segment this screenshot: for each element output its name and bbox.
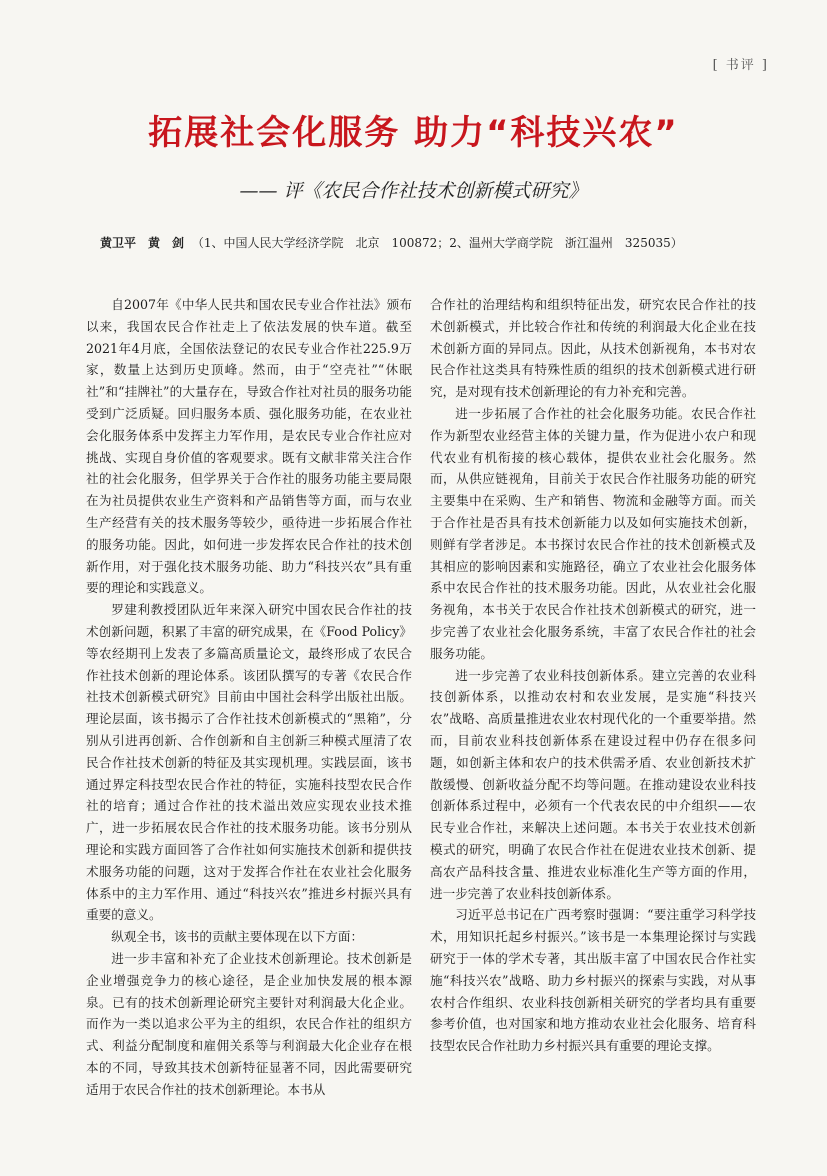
- article-subtitle: —— 评《农民合作社技术创新模式研究》: [239, 180, 588, 202]
- paragraph: 进一步完善了农业科技创新体系。建立完善的农业科技创新体系，以推动农村和农业发展，是实施“科技兴农”战略、高质量推进农业农村现代化的一个重要举措。然而，目前农业科技创新体系在建设过程中仍存在很多问题，如创新主体和农户的技术供需矛盾、农业创新技术扩散缓慢、创新收益分配不均等问题。在推动建设农业科技创新体系过程中，必须有一个代表农民的中介组织——农民专业合作社，来解决上述问题。本书关于农业技术创新模式的研究，明确了农民合作社在促进农业技术创新、提高农产品科技含量、推进农业标准化生产等方面的作用，进一步完善了农业科技创新体系。: [430, 667, 756, 901]
- paragraph: 进一步丰富和补充了企业技术创新理论。技术创新是企业增强竞争力的核心途径，是企业加快发展的根本源泉。已有的技术创新理论研究主要针对利润最大化企业。而作为一类以追求公平为主的组织，农民合作社的组织方式、利益分配制度和雇佣关系等与利润最大化企业存在根本的不同，导致其技术创新特征显著不同，因此需要研究适用于农民合作社的技术创新理论。本书从: [86, 950, 412, 1097]
- author-affiliation: （1、中国人民大学经济学院 北京 100872；2、温州大学商学院 浙江温州 325035）: [191, 236, 683, 250]
- right-column: [430, 294, 756, 1057]
- paragraph: 罗建利教授团队近年来深入研究中国农民合作社的技术创新问题，积累了丰富的研究成果，在《Food Policy》等农经期刊上发表了多篇高质量论文，最终形成了农民合作社技术创新的理论体系。该团队撰写的专著《农民合作社技术创新模式研究》目前由中国社会科学出版社出版。理论层面，该书揭示了合作社技术创新模式的“黑箱”，分别从引进再创新、合作创新和自主创新三种模式厘清了农民合作社技术创新的特征及其实现机理。实践层面，该书通过界定科技型农民合作社的特征，实施科技型农民合作社的培育；通过合作社的技术溢出效应实现农业技术推广，进一步拓展农民合作社的技术服务功能。该书分别从理论和实践方面回答了合作社如何实施技术创新和提供技术服务功能的问题，这对于发挥合作社在农业社会化服务体系中的主力军作用、通过“科技兴农”推进乡村振兴具有重要的意义。: [86, 602, 412, 923]
- author-line: [100, 234, 767, 251]
- paragraph: 习近平总书记在广西考察时强调：“要注重学习科学技术，用知识托起乡村振兴。”该书是一本集理论探讨与实践研究于一体的学术专著，其出版丰富了中国农民合作社实施“科技兴农”战略、助力乡村振兴的探索与实践，对从事农村合作组织、农业科技创新相关研究的学者均具有重要参考价值，也对国家和地方推动农业社会化服务、培育科技型农民合作社助力乡村振兴具有重要的理论支撑。: [430, 907, 756, 1054]
- section-tag: [ 书评 ]: [712, 58, 769, 73]
- author-names: 黄卫平 黄 剑: [100, 236, 185, 250]
- paragraph: 合作社的治理结构和组织特征出发，研究农民合作社的技术创新模式，并比较合作社和传统的利润最大化企业在技术创新方面的异同点。因此，从技术创新视角，本书对农民合作社这类具有特殊性质的组织的技术创新模式进行研究，是对现有技术创新理论的有力补充和完善。: [430, 297, 756, 400]
- article-title: 拓展社会化服务 助力“科技兴农”: [148, 113, 679, 153]
- left-column: [86, 294, 412, 1100]
- paragraph: 进一步拓展了合作社的社会化服务功能。农民合作社作为新型农业经营主体的关键力量，作为促进小农户和现代农业有机衔接的核心载体，提供农业社会化服务。然而，从供应链视角，目前关于农民合作社服务功能的研究主要集中在采购、生产和销售、物流和金融等方面。而关于合作社是否具有技术创新能力以及如何实施技术创新，则鲜有学者涉足。本书探讨农民合作社的技术创新模式及其相应的影响因素和实施路径，确立了农业社会化服务体系中农民合作社的技术服务功能。因此，从农业社会化服务视角，本书关于农民合作社技术创新模式的研究，进一步完善了农业社会化服务系统，丰富了农民合作社的社会服务功能。: [430, 405, 756, 661]
- paragraph: 纵观全书，该书的贡献主要体现在以下方面：: [111, 929, 364, 945]
- paragraph: 自2007年《中华人民共和国农民专业合作社法》颁布以来，我国农民合作社走上了依法发展的快车道。截至2021年4月底，全国依法登记的农民专业合作社225.9万家，数量上达到历史顶峰。然而，由于“空壳社”“休眠社”和“挂牌社”的大量存在，导致合作社对社员的服务功能受到广泛质疑。回归服务本质、强化服务功能，在农业社会化服务体系中发挥主力军作用，是农民专业合作社应对挑战、实现自身价值的客观要求。既有文献非常关注合作社的社会化服务，但学界关于合作社的服务功能主要局限在为社员提供农业生产资料和产品销售等方面，而与农业生产经营有关的技术服务等较少，亟待进一步拓展合作社的服务功能。因此，如何进一步发挥农民合作社的技术创新作用，对于强化技术服务功能、助力“科技兴农”具有重要的理论和实践意义。: [86, 297, 412, 596]
